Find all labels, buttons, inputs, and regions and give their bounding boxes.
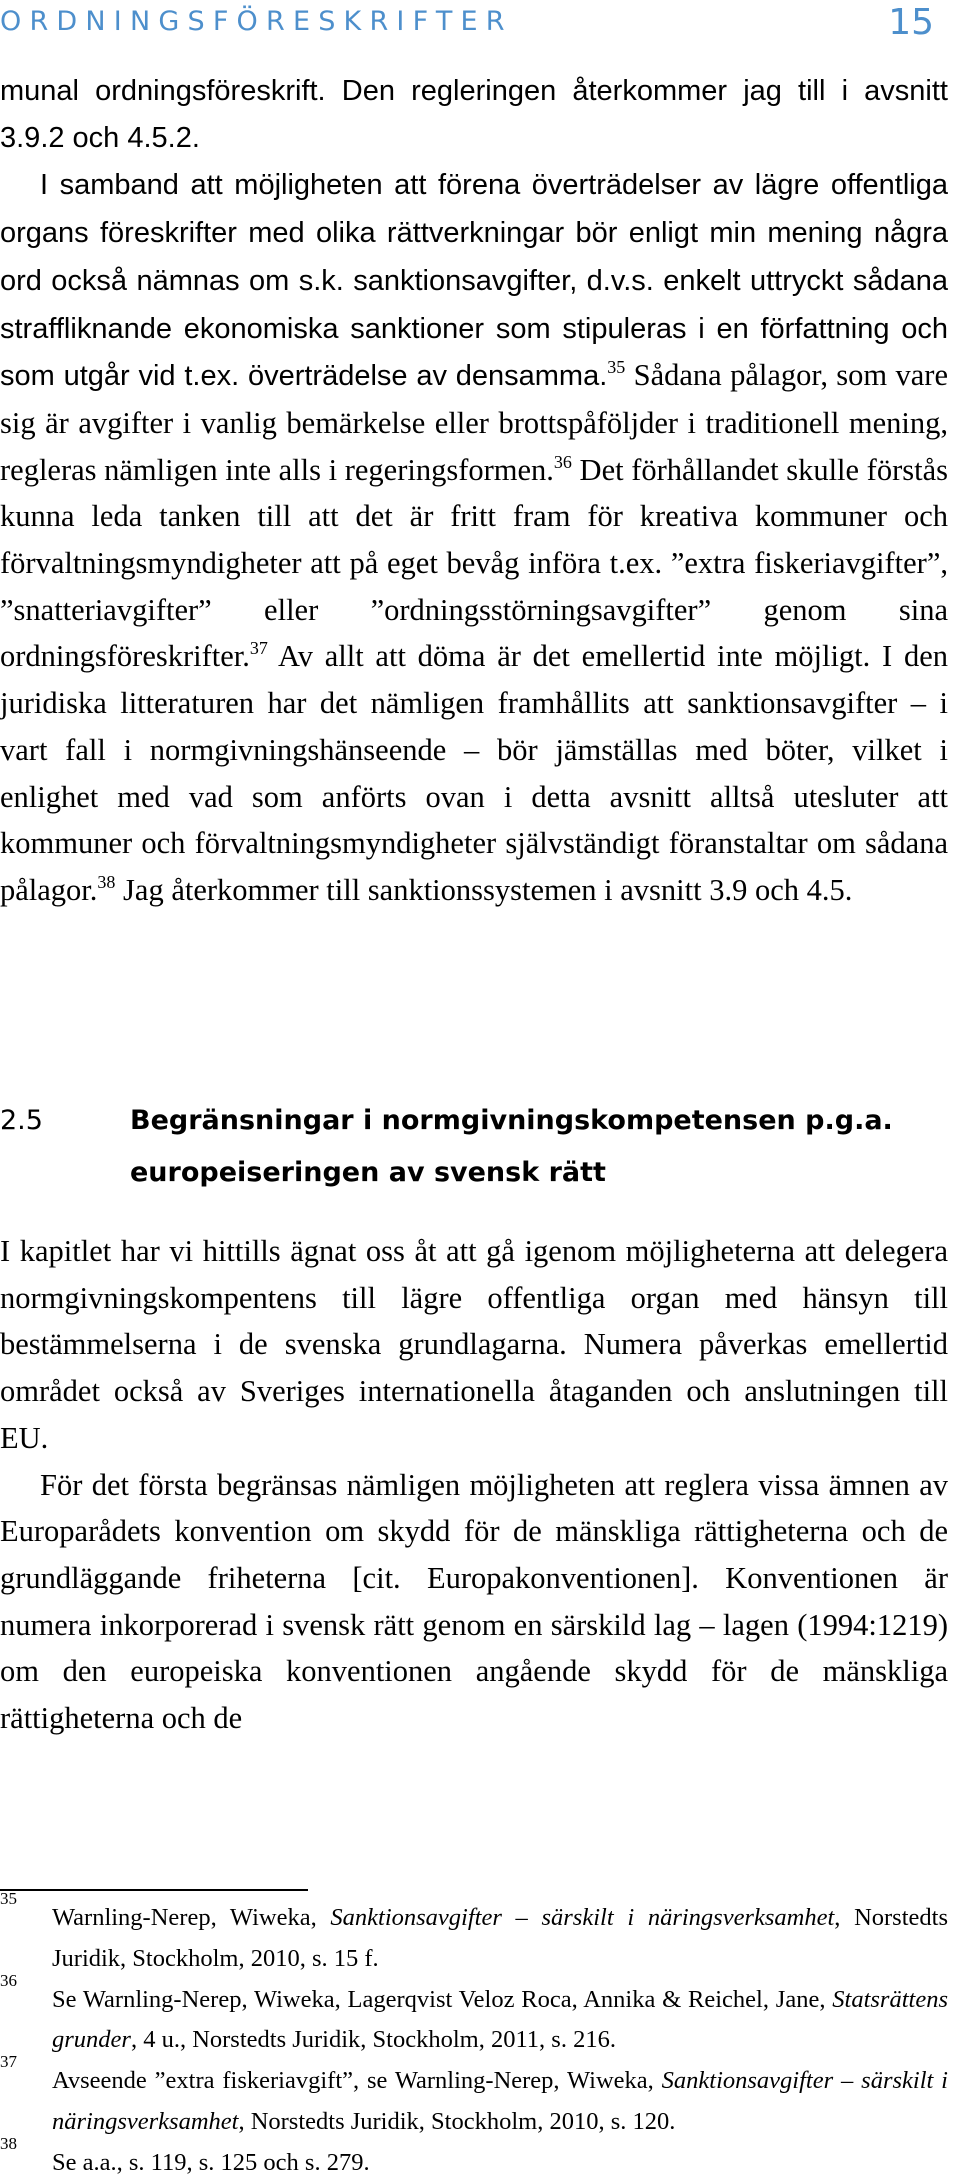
footnote-ref-36[interactable]: 36 [553, 451, 572, 472]
paragraph-text: Av allt att döma är det emellertid inte möjligt. I den juridiska litteraturen har det nämligen framhållits att sanktionsavgifter – i vart fall i normgivningshänseende – bör jämställas med böter, vilket i enlighet med vad som anförts ovan i detta avsnitt alltså utesluter att kommuner och förvaltningsmyndigheter självständigt föranstaltar om sådana pålagor. [0, 639, 948, 907]
footnote-text: Se a.a., s. 119, s. 125 och s. 279. [52, 2148, 370, 2176]
footnote-text: , Norstedts Juridik, Stockholm, 2010, s. 120. [238, 2107, 676, 2135]
footnote-number: 37 [0, 2052, 17, 2072]
footnote-number: 35 [0, 1889, 17, 1908]
paragraph-text: För det första begränsas nämligen möjligheten att reglera vissa ämnen av Europarådets konvention om skydd för de mänskliga rättigheterna och de grundläggande friheterna [cit. Europakonventionen]. Konventionen är numera inkorporerad i svensk rätt genom en särskild lag – lagen (1994:1219) om den europeiska konventionen angående skydd för de mänskliga rättigheterna och de [0, 1467, 948, 1736]
paragraph-text: Sådana pålagor, som vare sig är avgifter i vanlig bemärkelse eller brottspåföljder i traditionell mening, regleras nämligen inte alls i regeringsformen. [0, 358, 949, 487]
footnote-text: , Norstedts Juridik, Stockholm, 2010, s. 15 f. [52, 1904, 948, 1972]
footnote-35 [0, 1889, 948, 1980]
paragraph-intro [0, 1228, 948, 1462]
footnote-text: Se Warnling-Nerep, Wiweka, Lagerqvist Veloz Roca, Annika & Reichel, Jane, [52, 1985, 833, 2013]
footnote-37 [0, 2052, 948, 2143]
running-head-title: ORDNINGSFÖRESKRIFTER [0, 6, 513, 37]
paragraph-text: I samband att möjligheten att förena överträdelser av lägre offentliga organs föreskrifter med olika rättverkningar bör enligt min mening några ord också nämnas om s.k. sanktionsavgifter, d.v.s. enkelt uttryckt sådana straffliknande ekonomiska sanktioner som stipuleras i en författning och som utgår vid t.ex. överträdelse av densamma. [0, 169, 948, 393]
footnote-separator [0, 1889, 308, 1891]
section-number: 2.5 [0, 1105, 43, 1136]
paragraph-text: munal ordningsföreskrift. Den regleringen återkommer jag till i avsnitt 3.9.2 och 4.5.2. [0, 75, 948, 154]
paragraph-sanktionsavgifter [0, 161, 948, 913]
body-text-top [0, 68, 948, 914]
footnote-36 [0, 1970, 948, 2062]
footnote-number: 36 [0, 1970, 17, 1990]
paragraph-continued [0, 68, 948, 161]
footnote-ref-35[interactable]: 35 [607, 357, 626, 378]
footnote-38 [0, 2133, 948, 2184]
footnotes [0, 1889, 948, 2184]
paragraph-text: Det förhållandet skulle förstås kunna leda tanken till att det är fritt fram för kreativa kommuner och förvaltningsmyndigheter att på eget bevåg införa t.ex. ”extra fiskeriavgifter”, ”snatteriavgifter” eller ”ordningsstörningsavgifter” genom sina ordningsföreskrifter. [0, 452, 948, 674]
footnote-text: Avseende ”extra fiskeriavgift”, se Warnling-Nerep, Wiweka, [52, 2067, 662, 2095]
footnote-ref-38[interactable]: 38 [97, 871, 116, 892]
footnote-number: 38 [0, 2133, 17, 2153]
paragraph-europakonventionen [0, 1462, 948, 1742]
footnote-title: Statsrättens grunder [52, 1985, 948, 2054]
footnote-text: Warnling-Nerep, Wiweka, [52, 1904, 331, 1931]
footnote-title: Sanktionsavgifter – särskilt i näringsverksamhet [330, 1904, 835, 1931]
page-number: 15 [888, 2, 934, 43]
footnote-text: , 4 u., Norstedts Juridik, Stockholm, 2011, s. 216. [130, 2026, 616, 2054]
section-title: Begränsningar i normgivningskompetensen p.g.a. europeiseringen av svensk rätt [130, 1105, 893, 1188]
running-head [0, 2, 960, 52]
footnote-title: Sanktionsavgifter – särskilt i näringsverksamhet [52, 2067, 948, 2135]
footnote-ref-37[interactable]: 37 [249, 638, 268, 659]
paragraph-text: I kapitlet har vi hittills ägnat oss åt att gå igenom möjligheterna att delegera normgivningskompentens till lägre offentliga organ med hänsyn till bestämmelserna i de svenska grundlagarna. Numera påverkas emellertid området också av Sveriges internationella åtaganden och anslutningen till EU. [0, 1234, 948, 1455]
paragraph-text: Jag återkommer till sanktionssystemen i avsnitt 3.9 och 4.5. [115, 872, 853, 907]
body-text-section [0, 1228, 948, 1742]
